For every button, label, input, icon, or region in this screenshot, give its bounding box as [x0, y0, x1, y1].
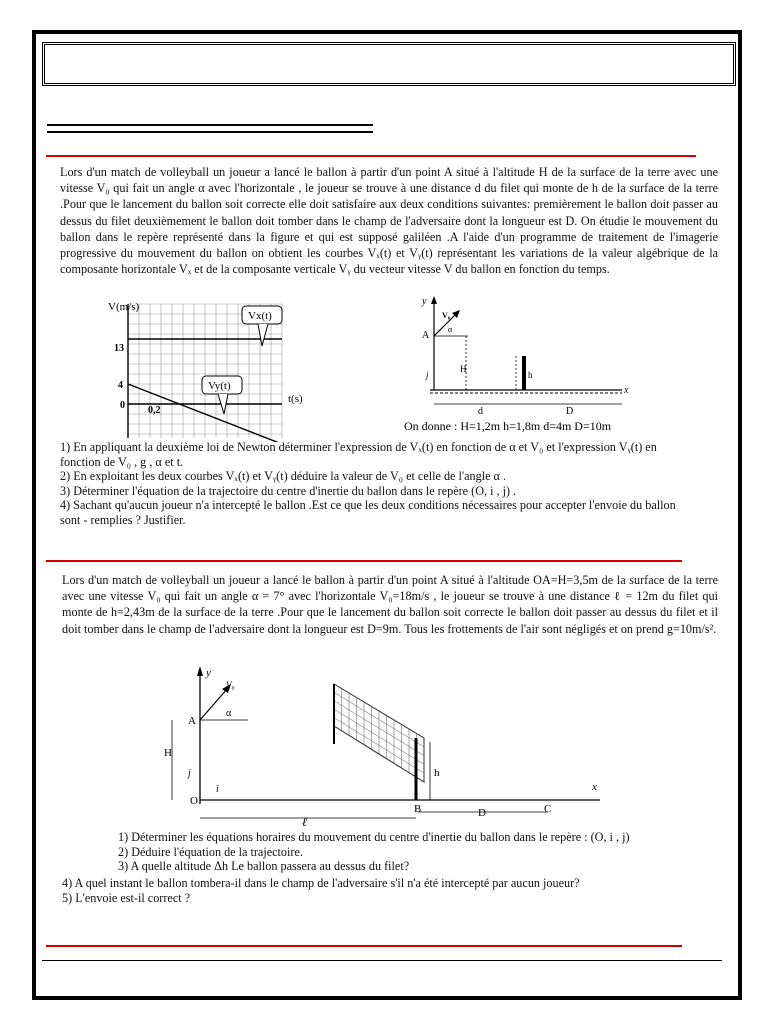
label-vy: Vy(t) [208, 380, 231, 392]
fig1-point-a: A [422, 330, 430, 341]
ex1-question-2: 2) En exploitant les deux courbes Vₓ(t) et Vᵧ(t) déduire la valeur de V₀ et celle de l'angle α . [60, 469, 507, 483]
fig1-alpha: α [448, 325, 453, 334]
ex1-question-4-cont: sont - remplies ? Justifier. [60, 512, 186, 527]
fig2-alpha: α [226, 708, 232, 719]
ex2-question-5: 5) L'envoie est-il correct ? [62, 890, 191, 905]
fig2-origin: O [190, 795, 198, 807]
bottom-rule [42, 960, 722, 961]
exercise2-paragraph: Lors d'un match de volleyball un joueur a lancé le ballon à partir d'un point A situé à l'altitude OA=H=3,5m de la surface de la terre avec une vitesse V₀ qui fait un angle α = 7° avec l'horizontale V₀=18m/s , le joueur se trouve à une distance ℓ = 12m du filet qui monte de h=2,43m de la surface de la terre .Pour que le lancement du ballon soit correcte le ballon doit passer au dessus du filet et il doit tomber dans le champ de l'adversaire dont la longueur est D=9m. Tous les frottements de l'air sont négligés et on prend g=10m/s². [62, 573, 718, 636]
red-separator-1 [46, 155, 696, 157]
fig2-D-label: D [478, 807, 486, 819]
fig1-h-label: H [460, 364, 467, 374]
fig1-j: j [426, 370, 429, 380]
exercise2-text [62, 572, 718, 637]
graph-xtick: 0,2 [148, 405, 161, 416]
fig2-velocity-vector [200, 688, 228, 720]
exercise2-questions-block-a [118, 830, 718, 874]
fig2-x-label: x [592, 781, 597, 793]
fig2-i: i [216, 784, 219, 795]
fig2-v0: V₀ [226, 680, 235, 690]
fig2-y-arrow [197, 666, 203, 676]
red-separator-3 [46, 945, 682, 947]
fig2-point-b: B [414, 803, 422, 815]
fig1-v0-label: V₀ [442, 311, 451, 320]
ex1-question-1: 1) En appliquant la deuxième loi de Newton déterminer l'expression de Vₓ(t) en fonction de α et V₀ et l'expression Vᵧ(t) en [60, 440, 657, 454]
ex2-question-1: 1) Déterminer les équations horaires du mouvement du centre d'inertie du ballon dans le repère : (O, i , j) [118, 830, 630, 844]
header-double-rule [47, 124, 373, 133]
ex1-question-1-cont: fonction de V₀ , g , α et t. [60, 454, 184, 469]
fig1-net-h: h [528, 370, 533, 380]
graph-ytick-13: 13 [114, 343, 124, 354]
fig1-D-label: D [566, 406, 574, 417]
fig1-x-label: x [624, 385, 629, 396]
callout-vx-pointer [258, 324, 268, 346]
graph-xlabel: t(s) [288, 393, 303, 405]
fig2-h-label: h [434, 767, 440, 779]
fig2-H-label: H [164, 747, 172, 759]
fig2-net-grid [334, 684, 424, 782]
exercise1-court-figure [400, 294, 690, 436]
ex2-question-4: 4) A quel instant le ballon tombera-il dans le champ de l'adversaire s'il n'a été intercepté par aucun joueur? [62, 876, 580, 890]
fig1-y-label: y [422, 296, 427, 307]
fig2-point-c: C [544, 803, 552, 815]
exercise1-paragraph: Lors d'un match de volleyball un joueur a lancé le ballon à partir d'un point A situé à l'altitude H de la surface de la terre avec une vitesse V₀ qui fait un angle α avec l'horizontale , le joueur se trouve à une distance d du filet qui monte de h de la surface de la terre .Pour que le lancement du ballon soit correcte elle doit satisfaire aux deux conditions suivantes: premièrement le ballon doit passer au dessus du filet deuxièmement le ballon doit tomber dans le champ de l'adversaire dont la longueur est D. On étudie le mouvement du ballon dans le repère représenté dans la figure et qui est supposé galiléen .A l'aide d'un programme de traitement de l'imagerie progressive du mouvement du ballon on obtient les courbes Vₓ(t) et Vᵧ(t) représentant les variations de la valeur algébrique de la composante horizontale Vₓ et de la composante verticale Vᵧ du vecteur vitesse V du ballon en fonction du temps. [60, 165, 718, 277]
exercise1-questions [60, 440, 720, 527]
title-box [42, 42, 736, 86]
graph-ytick-0: 0 [120, 400, 125, 411]
graph-ytick-4: 4 [118, 380, 123, 391]
fig1-d-label: d [478, 406, 483, 417]
exercise2-court-figure [152, 664, 622, 828]
exercise1-text [60, 164, 718, 277]
ex1-question-3: 3) Déterminer l'équation de la trajectoire du centre d'inertie du ballon dans le repère (O, i , j) . [60, 483, 517, 498]
graph-ylabel: V(m/s) [108, 301, 140, 313]
ex2-question-2: 2) Déduire l'équation de la trajectoire. [118, 844, 303, 859]
fig2-l-label: ℓ [302, 815, 307, 828]
ex1-question-4: 4) Sachant qu'aucun joueur n'a intercepté le ballon .Est ce que les deux conditions nécessaires pour accepter l'envoie du ballon [60, 498, 676, 512]
label-vx: Vx(t) [248, 310, 272, 322]
velocity-graph [100, 296, 320, 442]
fig1-given-values: On donne : H=1,2m h=1,8m d=4m D=10m [404, 419, 612, 433]
red-separator-2 [46, 560, 682, 562]
fig2-y-label: y [206, 667, 211, 679]
fig2-point-a: A [188, 715, 196, 727]
fig2-j: j [188, 768, 191, 779]
fig1-y-arrow [431, 296, 437, 304]
exercise2-questions-block-b [62, 876, 718, 905]
ex2-question-3: 3) A quelle altitude Δh Le ballon passera au dessus du filet? [118, 859, 410, 873]
